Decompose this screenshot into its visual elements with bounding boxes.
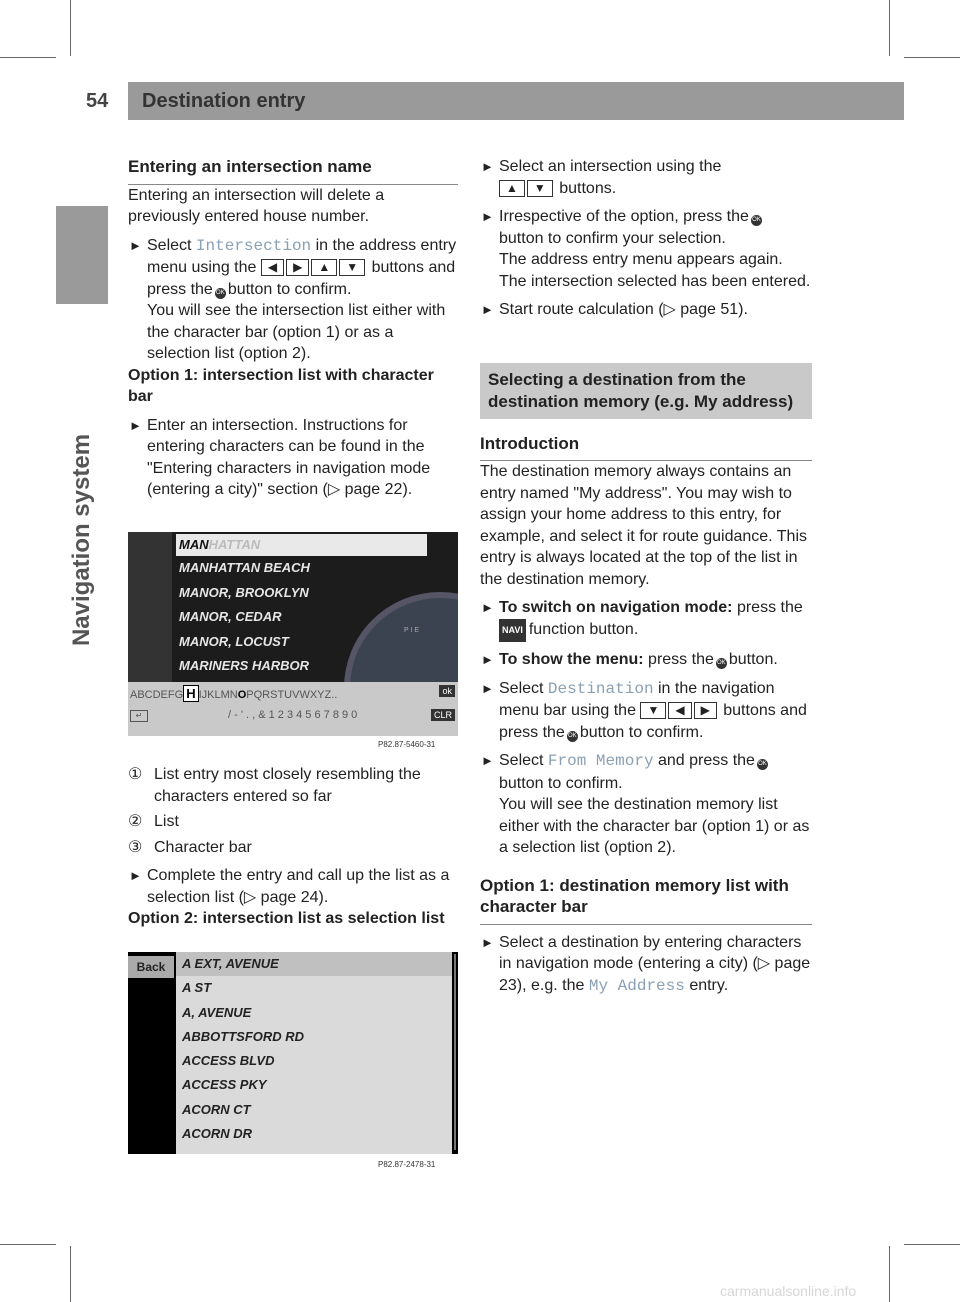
crop-mark [0, 1244, 56, 1245]
header-divider [126, 82, 128, 120]
step-arrow-icon: ► [481, 652, 494, 667]
section-heading-box: Selecting a destination from the destination memory (e.g. My address) [480, 363, 812, 419]
step-start-route: ► Start route calculation (▷ page 51). [480, 299, 812, 321]
option1-heading: Option 1: destination memory list with character bar [480, 875, 812, 925]
introduction-heading: Introduction [480, 433, 812, 462]
list-item[interactable]: ACCESS BLVD [182, 1053, 275, 1069]
step-select-destination-chars: ► Select a destination by entering characters in navigation mode (entering a city) (▷ page 23), e.g. the My Address entry. [481, 933, 811, 995]
list-item-my-address: My Address [588, 976, 685, 995]
crop-mark [0, 57, 56, 58]
step-show-menu: ► To show the menu: press the OK button. [480, 649, 812, 671]
right-key-icon: ▶ [286, 259, 309, 276]
option2-heading: Option 2: intersection list as selection list [128, 910, 445, 927]
map-label: P I E [404, 627, 420, 634]
step-result: You will see the destination memory list either with the character bar (option 1) or as a selection list (option 2). [499, 796, 810, 856]
step-arrow-icon: ► [481, 302, 494, 317]
watermark: carmanualsonline.info [720, 1283, 857, 1299]
right-column [480, 156, 812, 997]
legend-item: ③ Character bar [128, 838, 252, 856]
side-section-label: Navigation system [68, 433, 95, 647]
list-item[interactable]: ACCESS PKY [182, 1077, 267, 1093]
step-select-intersection-updown: ► Select an intersection using the ▲ ▼ buttons. [481, 158, 722, 197]
character-bar: ABCDEFG H IJKLMNOPQRSTUVWXYZ.. ok ↵ / - ' . , & 1 2 3 4 5 6 7 8 9 0 CLR [128, 682, 458, 736]
step-navigation-mode: ► To switch on navigation mode: press the NAVI function button. [480, 597, 812, 642]
option1-heading: Option 1: intersection list with character bar [128, 366, 434, 405]
list-item[interactable]: ACORN CT [182, 1101, 251, 1117]
selection-list [176, 952, 452, 1154]
step-arrow-icon: ► [481, 600, 494, 615]
crop-mark [904, 57, 960, 58]
ok-button-icon: OK [751, 215, 762, 226]
list-item[interactable]: A ST [182, 980, 212, 996]
back-button[interactable]: Back [128, 956, 174, 978]
step-arrow-icon: ► [129, 237, 142, 253]
scrollbar[interactable] [454, 954, 456, 1150]
back-key-icon[interactable]: ↵ [130, 710, 148, 722]
intersection-input-field[interactable]: MANHATTAN [176, 534, 427, 556]
legend-item: ① List entry most closely resembling the characters entered so far [128, 766, 421, 805]
step-arrow-icon: ► [481, 159, 494, 174]
intro-text: The destination memory always contains an entry named "My address". You may wish to assign your home address to this entry, for example, and select it for route guidance. This entry is always located at the top of the list in the destination memory. [480, 463, 807, 588]
list-item[interactable]: MANHATTAN BEACH [179, 560, 310, 575]
intersection-list [179, 560, 310, 683]
figure-caption: P82.87-2478-31 [378, 1160, 436, 1169]
step-arrow-icon: ► [129, 868, 142, 883]
figure-selection-list-screen [128, 952, 458, 1154]
down-key-icon: ▼ [640, 702, 666, 719]
step-result: You will see the intersection list either with the character bar (option 1) or as a selection list (option 2). [147, 302, 446, 362]
page-number: 54 [86, 90, 109, 112]
list-item[interactable]: MANOR, BROOKLYN [179, 584, 309, 600]
step-select-destination: ► Select Destination in the navigation menu bar using the ▼ ◀ ▶ buttons and press the OK button to confirm. [481, 679, 807, 741]
list-item[interactable]: A, AVENUE [182, 1004, 252, 1020]
list-item[interactable]: ACORN DR [182, 1126, 253, 1142]
step-arrow-icon: ► [481, 753, 494, 768]
ok-button-icon: OK [215, 288, 226, 299]
menu-item-from-memory: From Memory [547, 752, 654, 770]
crop-mark [889, 0, 890, 56]
clr-key[interactable]: CLR [431, 709, 455, 721]
legend-item: ② List [128, 813, 179, 830]
navi-button-icon: NAVI [499, 619, 526, 643]
list-item[interactable]: ABBOTTSFORD RD [182, 1028, 305, 1044]
ok-key[interactable]: ok [439, 685, 455, 697]
step-select-from-memory: ► Select From Memory and press the OK button to confirm. You will see the destination memory list either with the character bar (option 1) or as a selection list (option 2). [480, 750, 812, 859]
step-arrow-icon: ► [129, 417, 142, 433]
intro-text: Entering an intersection will delete a previously entered house number. [128, 186, 385, 225]
right-key-icon: ▶ [694, 702, 717, 719]
down-key-icon: ▼ [339, 259, 365, 276]
menu-item-destination: Destination [547, 679, 654, 698]
crop-mark [70, 0, 71, 56]
section-heading: Entering an intersection name [128, 156, 458, 185]
left-column-lower [128, 760, 458, 930]
crop-mark [904, 1244, 960, 1245]
up-key-icon: ▲ [311, 259, 337, 276]
list-item[interactable]: A EXT, AVENUE [176, 952, 452, 976]
up-key-icon: ▲ [499, 180, 525, 197]
page-title: Destination entry [142, 90, 306, 112]
step-arrow-icon: ► [481, 209, 494, 224]
left-key-icon: ◀ [261, 259, 284, 276]
figure-character-bar-screen [128, 532, 458, 736]
left-column [128, 156, 458, 501]
step-arrow-icon: ► [481, 680, 494, 696]
figure-caption: P82.87-5460-31 [378, 740, 436, 749]
step-complete-entry: ► Complete the entry and call up the list as a selection list (▷ page 24). [129, 867, 450, 906]
step-select-intersection: ► Select Intersection in the address entry menu using the ◀ ▶ ▲ ▼ buttons and press the OK button to confirm. You will see the intersection list either with the character bar (option 1) or as a selection list (option 2). [128, 235, 458, 365]
menu-item-intersection: Intersection [195, 236, 312, 255]
left-key-icon: ◀ [668, 702, 691, 719]
ok-button-icon: OK [757, 759, 768, 770]
step-result: The address entry menu appears again. The intersection selected has been entered. [499, 251, 811, 290]
list-item[interactable]: MANOR, LOCUST [179, 633, 289, 649]
list-item[interactable]: MANOR, CEDAR [179, 609, 282, 624]
ok-button-icon: OK [716, 658, 727, 669]
side-tab [56, 206, 108, 304]
crop-mark [70, 1246, 71, 1302]
step-confirm-selection: ► Irrespective of the option, press the OK button to confirm your selection. The address entry menu appears again. The intersection selected has been entered. [480, 206, 812, 292]
selected-character[interactable]: H [183, 685, 198, 702]
step-enter-intersection: ► Enter an intersection. Instructions for entering characters can be found in the "Entering characters in navigation mode (entering a city)" section (▷ page 22). [129, 416, 431, 498]
crop-mark [889, 1246, 890, 1302]
ok-button-icon: OK [567, 731, 578, 742]
step-arrow-icon: ► [481, 934, 494, 950]
list-item[interactable]: MARINERS HARBOR [179, 658, 309, 673]
down-key-icon: ▼ [527, 180, 553, 197]
